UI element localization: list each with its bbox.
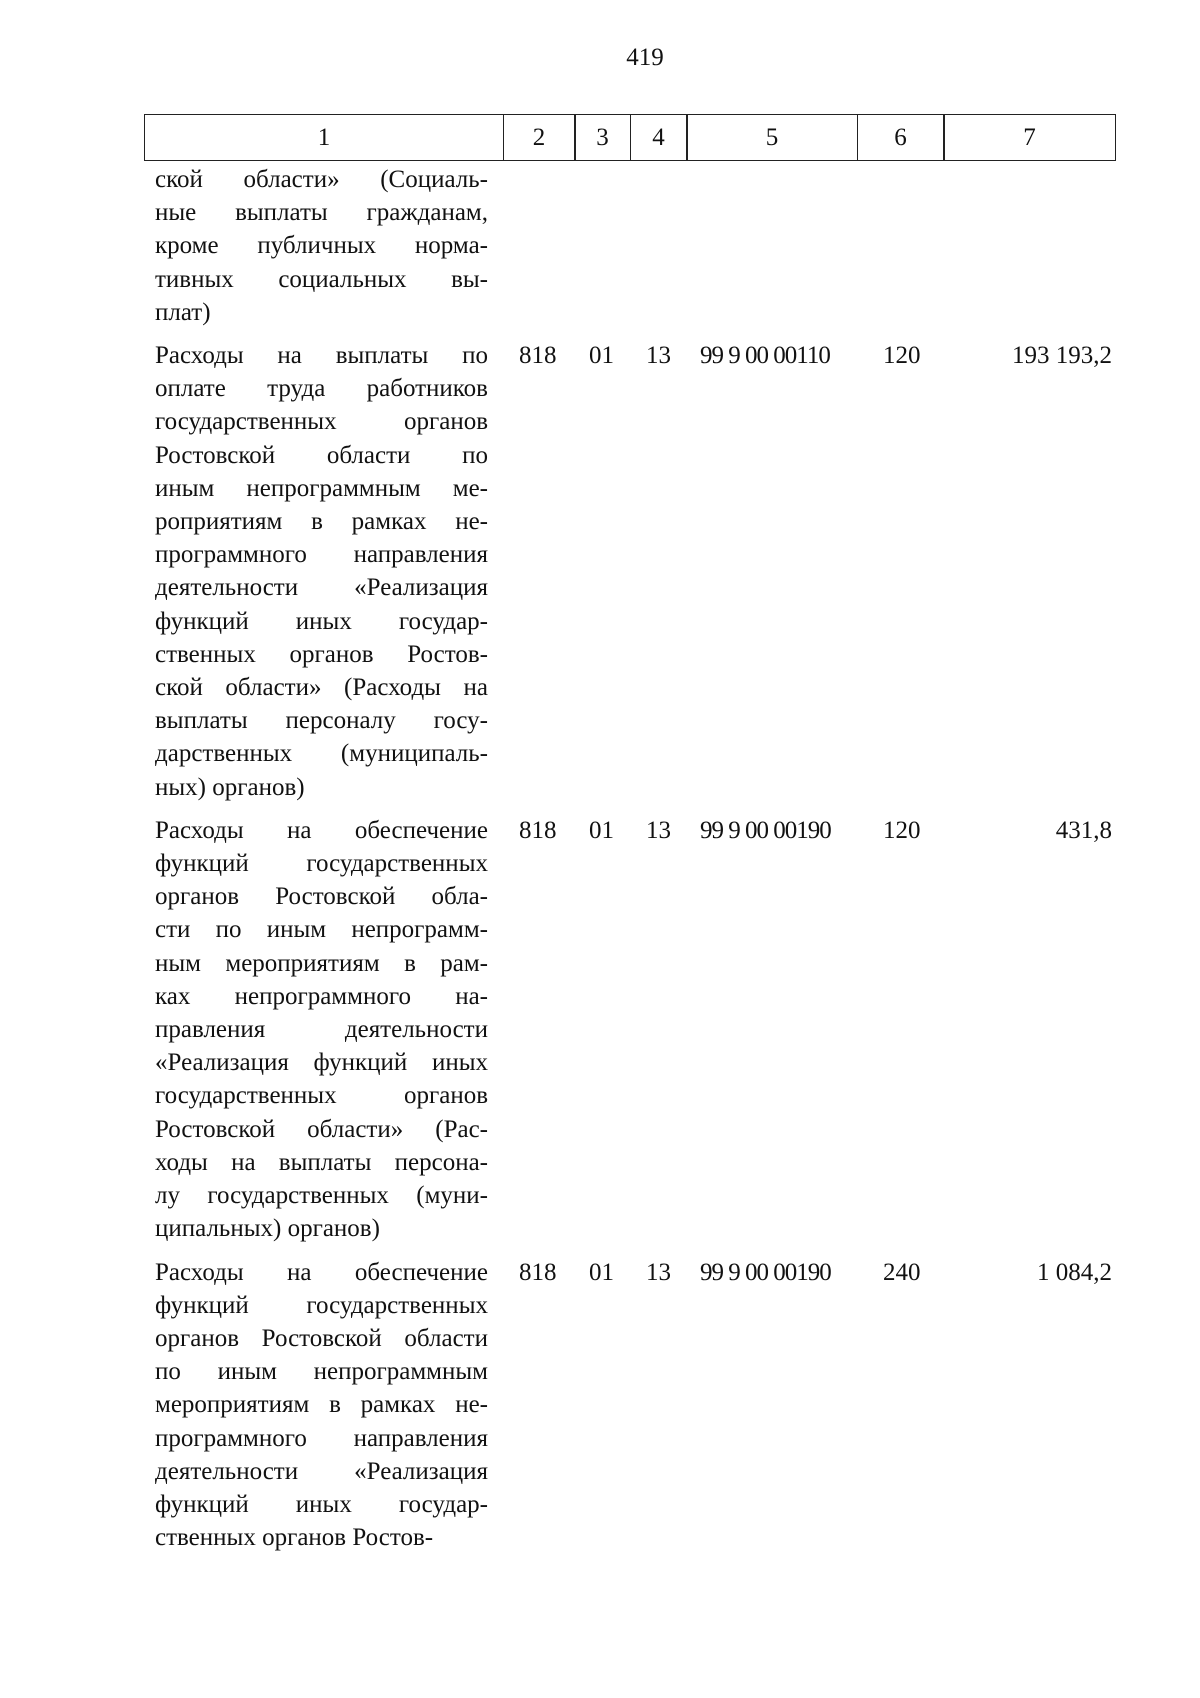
description-line: ской области» (Социаль- bbox=[155, 166, 488, 193]
description-line: ходы на выплаты персона- bbox=[155, 1148, 488, 1176]
description-line: выплаты персоналу госу- bbox=[155, 707, 488, 735]
description-line: программного направления bbox=[155, 1424, 488, 1452]
row-description bbox=[155, 1256, 488, 1555]
description-line: государственных органов bbox=[155, 1082, 488, 1110]
description-line: функций иных государ- bbox=[155, 607, 488, 635]
description-line: ным мероприятиям в рам- bbox=[155, 949, 488, 977]
section-code-cell: 01 bbox=[589, 1258, 614, 1286]
description-line: сти по иным непрограмм- bbox=[155, 916, 488, 944]
description-line: Ростовской области по bbox=[155, 441, 488, 469]
ministry-code-cell: 818 bbox=[519, 816, 557, 844]
description-line: «Реализация функций иных bbox=[155, 1049, 488, 1077]
description-line: функций иных государ- bbox=[155, 1490, 488, 1518]
description-line: Расходы на обеспечение bbox=[155, 1258, 488, 1286]
table-header-row bbox=[144, 114, 1116, 161]
table-row bbox=[144, 339, 1124, 804]
expense-type-cell: 240 bbox=[883, 1258, 921, 1286]
target-article-cell: 99 9 00 00190 bbox=[700, 816, 831, 844]
description-line: программного направления bbox=[155, 541, 488, 569]
description-line: Расходы на выплаты по bbox=[155, 342, 488, 370]
row-description bbox=[155, 339, 488, 804]
description-line: дарственных (муниципаль- bbox=[155, 740, 488, 768]
description-line: функций государственных bbox=[155, 1291, 488, 1319]
description-line: мероприятиям в рамках не- bbox=[155, 1391, 488, 1419]
table-header-col-3: 3 bbox=[574, 114, 631, 161]
expense-type-cell: 120 bbox=[883, 342, 921, 370]
description-line: ципальных) органов) bbox=[155, 1215, 380, 1243]
amount-cell: 1 084,2 bbox=[1037, 1258, 1112, 1286]
table-body bbox=[144, 163, 1124, 1564]
description-line: органов Ростовской области bbox=[155, 1324, 488, 1352]
table-header-col-6: 6 bbox=[857, 114, 945, 161]
section-code-cell: 01 bbox=[589, 342, 614, 370]
table-header-col-4: 4 bbox=[630, 114, 688, 161]
ministry-code-cell: 818 bbox=[519, 342, 557, 370]
description-line: ственных органов Ростов- bbox=[155, 1524, 434, 1552]
table-header-col-2: 2 bbox=[503, 114, 576, 161]
page-number: 419 bbox=[626, 44, 664, 71]
row-description bbox=[155, 163, 488, 329]
target-article-cell: 99 9 00 00190 bbox=[700, 1258, 831, 1286]
subsection-code-cell: 13 bbox=[646, 816, 671, 844]
table-header-col-7: 7 bbox=[943, 114, 1116, 161]
subsection-code-cell: 13 bbox=[646, 1258, 671, 1286]
table-row bbox=[144, 1256, 1124, 1555]
description-line: Ростовской области» (Рас- bbox=[155, 1115, 488, 1143]
description-line: ках непрограммного на- bbox=[155, 982, 488, 1010]
description-line: оплате труда работников bbox=[155, 375, 488, 403]
description-line: кроме публичных норма- bbox=[155, 232, 488, 260]
description-line: ных) органов) bbox=[155, 773, 305, 801]
table-row bbox=[144, 163, 1124, 329]
subsection-code-cell: 13 bbox=[646, 342, 671, 370]
description-line: деятельности «Реализация bbox=[155, 1457, 488, 1485]
target-article-cell: 99 9 00 00110 bbox=[700, 342, 830, 370]
description-line: правления деятельности bbox=[155, 1016, 488, 1044]
table-row bbox=[144, 814, 1124, 1246]
description-line: по иным непрограммным bbox=[155, 1358, 488, 1386]
table-header-col-5: 5 bbox=[686, 114, 858, 161]
description-line: деятельности «Реализация bbox=[155, 574, 488, 602]
description-line: функций государственных bbox=[155, 850, 488, 878]
description-line: иным непрограммным ме- bbox=[155, 474, 488, 502]
expense-type-cell: 120 bbox=[883, 816, 921, 844]
description-line: плат) bbox=[155, 298, 211, 326]
description-line: государственных органов bbox=[155, 408, 488, 436]
description-line: Расходы на обеспечение bbox=[155, 816, 488, 844]
description-line: ственных органов Ростов- bbox=[155, 640, 488, 668]
description-line: роприятиям в рамках не- bbox=[155, 508, 488, 536]
description-line: тивных социальных вы- bbox=[155, 265, 488, 293]
description-line: ные выплаты гражданам, bbox=[155, 199, 488, 227]
description-line: ской области» (Расходы на bbox=[155, 674, 488, 702]
description-line: лу государственных (муни- bbox=[155, 1182, 488, 1210]
section-code-cell: 01 bbox=[589, 816, 614, 844]
row-description bbox=[155, 814, 488, 1246]
description-line: органов Ростовской обла- bbox=[155, 883, 488, 911]
amount-cell: 431,8 bbox=[1055, 816, 1112, 844]
amount-cell: 193 193,2 bbox=[1012, 342, 1112, 370]
table-header-col-1: 1 bbox=[144, 114, 504, 161]
ministry-code-cell: 818 bbox=[519, 1258, 557, 1286]
